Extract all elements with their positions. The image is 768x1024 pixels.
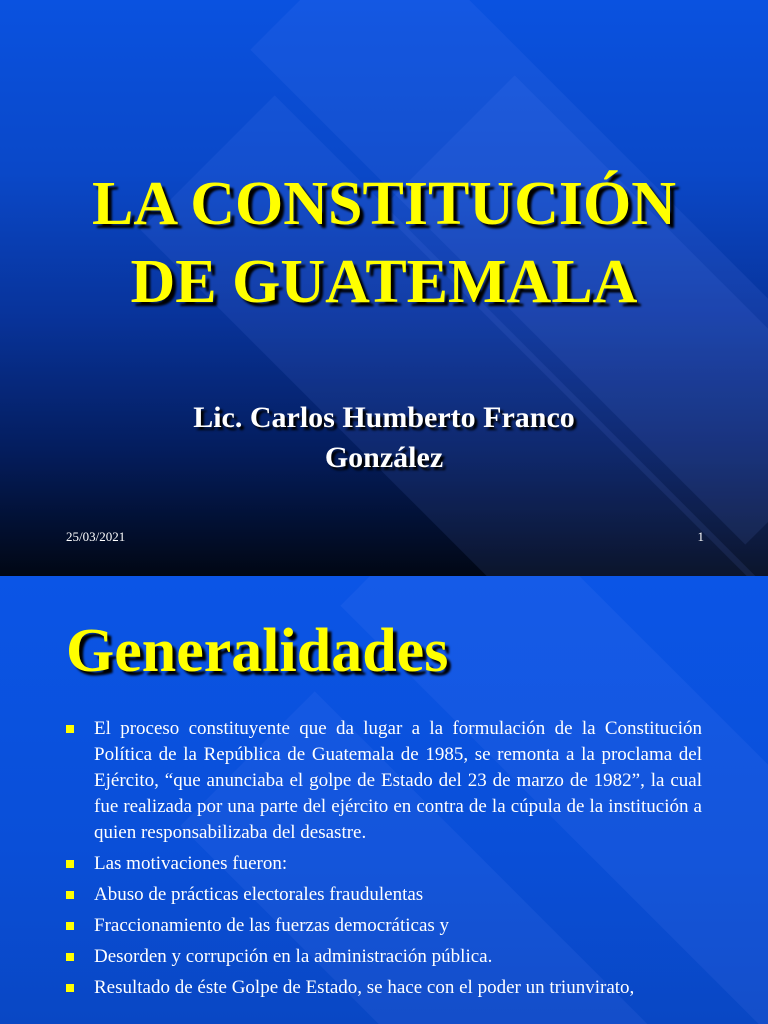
slide-date: 25/03/2021 xyxy=(66,529,126,544)
bullet-item xyxy=(66,851,702,877)
bullet-text: Las motivaciones fueron: xyxy=(94,853,288,874)
square-bullet-icon xyxy=(66,984,74,992)
bullet-text: El proceso constituyente que da lugar a la formulación de la Constitución Política de la República de Guatemala de 1985, se remonta a la proclama del Ejército, “que anunciaba el golpe de Estado del 23 de marzo de 1982”, la cual fue realizada por una parte del ejército en contra de la cúpula de la institución a quien responsabilizaba del desastre. xyxy=(94,718,702,843)
title-line: DE GUATEMALA xyxy=(130,248,638,316)
square-bullet-icon xyxy=(66,922,74,930)
bullet-item xyxy=(66,882,702,908)
content-slide xyxy=(0,576,768,1024)
author-name xyxy=(0,398,768,478)
square-bullet-icon xyxy=(66,725,74,733)
square-bullet-icon xyxy=(66,860,74,868)
slide-title xyxy=(0,165,768,321)
bullet-list xyxy=(66,716,702,1006)
square-bullet-icon xyxy=(66,891,74,899)
bullet-item xyxy=(66,975,702,1001)
bullet-item xyxy=(66,716,702,846)
bullet-item xyxy=(66,944,702,970)
square-bullet-icon xyxy=(66,953,74,961)
bullet-text: Resultado de éste Golpe de Estado, se hace con el poder un triunvirato, xyxy=(94,977,635,998)
bullet-text: Desorden y corrupción en la administración pública. xyxy=(94,946,493,967)
bullet-item xyxy=(66,913,702,939)
title-line: LA CONSTITUCIÓN xyxy=(92,170,676,238)
bullet-text: Abuso de prácticas electorales fraudulentas xyxy=(94,884,424,905)
slide-number: 1 xyxy=(697,529,704,544)
slide-heading: Generalidades xyxy=(66,617,449,685)
author-line: Lic. Carlos Humberto Franco xyxy=(193,401,575,434)
bullet-text: Fraccionamiento de las fuerzas democráticas y xyxy=(94,915,450,936)
author-line: González xyxy=(324,441,444,474)
